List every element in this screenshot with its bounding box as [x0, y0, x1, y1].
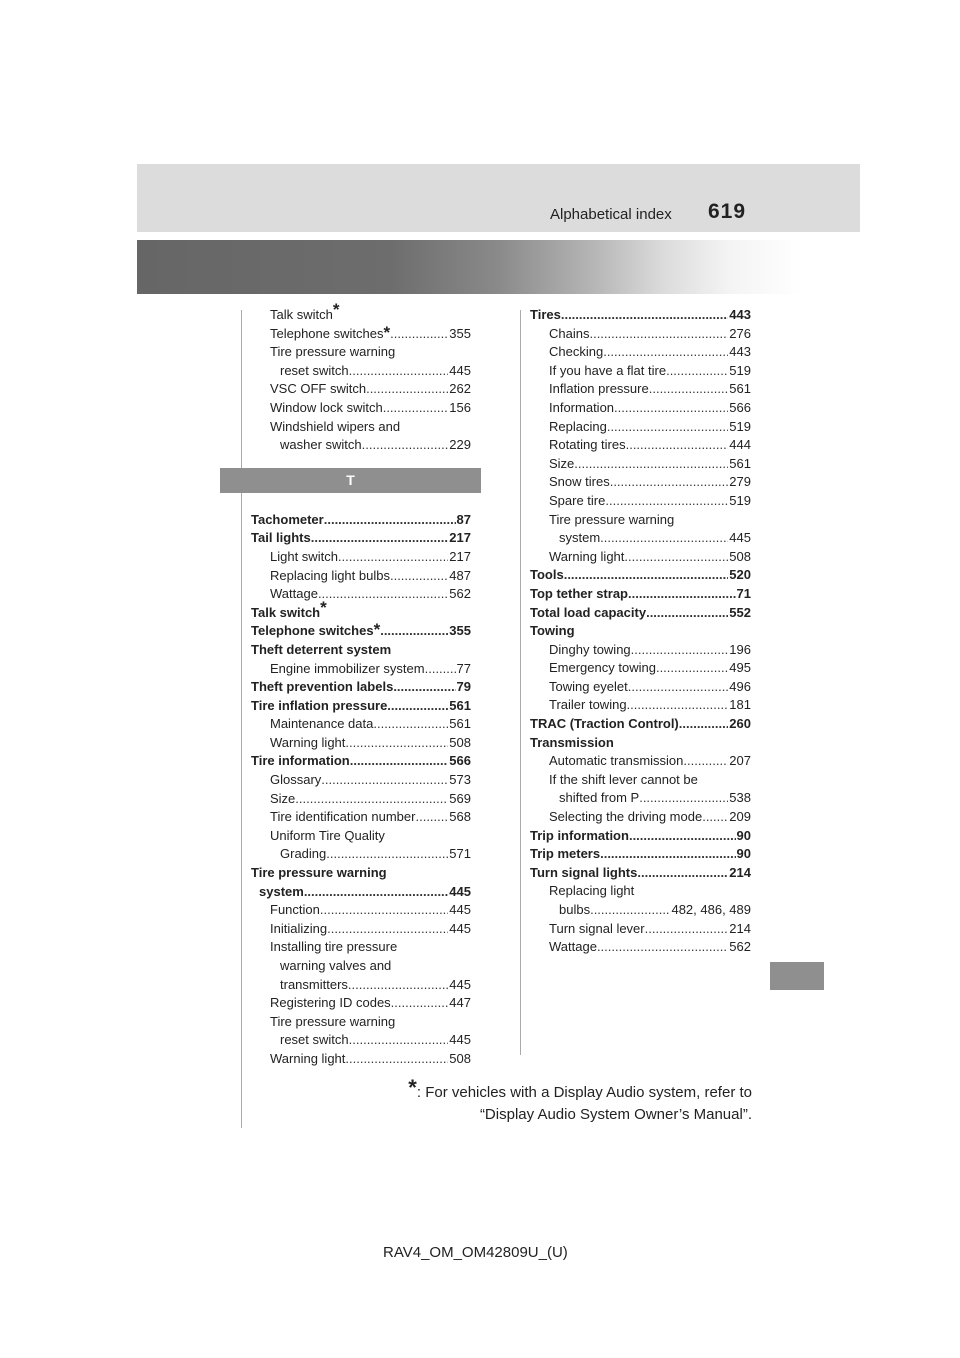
index-entry: [251, 597, 471, 623]
index-entry: [530, 418, 751, 437]
index-entry: [251, 1013, 471, 1032]
entry-page-number: 561: [449, 697, 471, 713]
dot-leader: [350, 752, 449, 771]
index-entry: [251, 585, 471, 604]
index-entry: [251, 399, 471, 418]
entry-page-number: 79: [456, 679, 471, 695]
entry-label: reset switch: [280, 362, 349, 378]
dot-leader: [387, 697, 448, 716]
dot-leader: [683, 752, 728, 771]
entry-page-number: 561: [729, 381, 751, 397]
entry-page-number: 196: [729, 641, 751, 657]
index-entry: [530, 343, 751, 362]
index-entry: [530, 529, 751, 548]
entry-label: Top tether strap: [530, 585, 628, 601]
entry-page-number: 538: [729, 790, 751, 806]
dot-leader: [628, 585, 736, 604]
index-entry: [251, 771, 471, 790]
index-entry: [530, 938, 751, 957]
entry-label: Telephone switches: [251, 623, 374, 639]
dot-leader: [380, 622, 448, 641]
entry-page-number: 90: [736, 846, 751, 862]
index-entry: [251, 752, 471, 771]
entry-page-number: 569: [449, 790, 471, 806]
entry-label: Tire pressure warning: [549, 511, 675, 527]
entry-label: Towing: [530, 623, 575, 639]
entry-label: Trailer towing: [549, 697, 627, 713]
index-entry: [251, 715, 471, 734]
asterisk-mark: *: [332, 300, 340, 319]
dot-leader: [597, 938, 728, 957]
index-entry: [251, 1031, 471, 1050]
header-band: [137, 164, 860, 232]
index-entry: [530, 659, 751, 678]
index-entry: [251, 920, 471, 939]
dot-leader: [362, 436, 449, 455]
index-entry: [251, 529, 471, 548]
dot-leader: [631, 641, 729, 660]
index-entry: [530, 325, 751, 344]
index-entry: [530, 380, 751, 399]
entry-label: Uniform Tire Quality: [270, 827, 385, 843]
entry-page-number: 71: [736, 585, 751, 601]
index-entry: [530, 604, 751, 623]
index-entry: [251, 678, 471, 697]
index-entry: [530, 845, 751, 864]
entry-label: Warning light: [270, 1050, 346, 1066]
index-entry: [251, 660, 471, 679]
entry-label: warning valves and: [280, 958, 392, 973]
entry-label: If the shift lever cannot be: [549, 771, 698, 787]
entry-label: Replacing light bulbs: [270, 567, 390, 583]
index-entry: [530, 585, 751, 604]
left-margin-rule: [241, 310, 242, 1128]
entry-page-number: 279: [729, 474, 751, 490]
entry-label: Selecting the driving mode: [549, 809, 703, 825]
column-divider-rule: [520, 310, 521, 1055]
entry-page-number: 519: [729, 418, 751, 434]
index-entry: [251, 734, 471, 753]
index-entry: [251, 362, 471, 381]
dot-leader: [590, 901, 670, 920]
entry-page-number: 444: [729, 437, 751, 453]
entry-page-number: 207: [729, 753, 751, 769]
entry-page-number: 445: [449, 902, 471, 918]
index-entry: [530, 306, 751, 325]
section-header-T: T: [220, 468, 481, 493]
entry-page-number: 445: [449, 976, 471, 992]
dot-leader: [390, 567, 448, 586]
index-entry: [251, 827, 471, 846]
dot-leader: [600, 529, 728, 548]
entry-label: Turn signal lever: [549, 920, 645, 936]
index-entry: [530, 734, 751, 753]
index-entry: [251, 883, 471, 902]
entry-page-number: 573: [449, 772, 471, 788]
index-entry: [251, 864, 471, 883]
footnote-line-2: “Display Audio System Owner’s Manual”.: [479, 1106, 752, 1123]
entry-page-number: 562: [449, 586, 471, 602]
entry-page-number: 217: [449, 548, 471, 564]
index-entry: [530, 455, 751, 474]
dot-leader: [393, 678, 455, 697]
dot-leader: [383, 399, 449, 418]
entry-label: Wattage: [549, 939, 597, 955]
dot-leader: [425, 660, 456, 679]
asterisk-mark: *: [320, 597, 327, 617]
index-entry: [251, 418, 471, 437]
dot-leader: [366, 380, 448, 399]
entry-label: Tire pressure warning: [270, 344, 396, 360]
entry-page-number: 482, 486, 489: [671, 902, 751, 917]
dot-leader: [624, 548, 728, 567]
entry-label: TRAC (Traction Control): [530, 716, 679, 732]
index-entry: [251, 938, 471, 957]
dot-leader: [295, 790, 448, 809]
entry-page-number: 229: [449, 437, 471, 453]
dot-leader: [327, 920, 448, 939]
index-entry: [251, 567, 471, 586]
index-entry: [251, 976, 471, 995]
entry-page-number: 214: [729, 864, 751, 880]
index-entry: [251, 548, 471, 567]
entry-page-number: 566: [729, 399, 751, 415]
footnote-line-1: *: For vehicles with a Display Audio system, refer to: [408, 1075, 752, 1101]
entry-label: Tools: [530, 567, 564, 583]
entry-label: Tire inflation pressure: [251, 697, 388, 713]
dot-leader: [391, 994, 449, 1013]
entry-label: transmitters: [280, 976, 348, 992]
dot-leader: [321, 771, 448, 790]
entry-label: Talk switch: [270, 307, 333, 322]
index-entry: [530, 436, 751, 455]
entry-label: Theft deterrent system: [251, 641, 392, 657]
section-tab-marker: [770, 962, 824, 990]
index-entry: [530, 901, 751, 920]
entry-page-number: 519: [729, 362, 751, 378]
dot-leader: [614, 399, 728, 418]
dot-leader: [345, 734, 448, 753]
entry-label: VSC OFF switch: [270, 381, 367, 397]
index-entry: [530, 882, 751, 901]
entry-label: Installing tire pressure: [270, 939, 398, 955]
index-column-left: [251, 300, 471, 1069]
entry-label: Replacing: [549, 418, 607, 434]
entry-label: washer switch: [280, 437, 362, 453]
entry-label: Tail lights: [251, 530, 311, 546]
entry-page-number: 552: [729, 604, 751, 620]
header-title: Alphabetical index: [550, 206, 672, 223]
dot-leader: [561, 306, 728, 325]
index-entry: [530, 548, 751, 567]
index-entry: [251, 436, 471, 455]
entry-page-number: 181: [729, 697, 751, 713]
index-entry: [530, 641, 751, 660]
entry-label: Tire identification number: [270, 809, 416, 825]
dot-leader: [564, 566, 729, 585]
section-T-entries-continued: [530, 306, 751, 957]
entry-label: Maintenance data: [270, 716, 374, 732]
index-entry: [251, 300, 471, 325]
continued-entries: [251, 300, 471, 455]
entry-label: Spare tire: [549, 492, 606, 508]
dot-leader: [415, 808, 448, 827]
entry-label: Theft prevention labels: [251, 679, 394, 695]
entry-label: system: [259, 883, 304, 899]
index-entry: Telephone switches * ..... 355: [251, 325, 471, 344]
entry-label: Windshield wipers and: [270, 418, 401, 434]
index-entry: [530, 789, 751, 808]
index-entry: [251, 790, 471, 809]
entry-page-number: 276: [729, 325, 751, 341]
dot-leader: [637, 864, 728, 883]
index-entry: [530, 566, 751, 585]
entry-label: Emergency towing: [549, 660, 656, 676]
index-entry: [251, 957, 471, 976]
index-entry: [530, 715, 751, 734]
entry-label: Snow tires: [549, 474, 610, 490]
index-entry: [530, 808, 751, 827]
entry-label: Wattage: [270, 586, 318, 602]
entry-label: Warning light: [549, 548, 625, 564]
dot-leader: [349, 362, 449, 381]
entry-label: Transmission: [530, 734, 614, 750]
dot-leader: [345, 1050, 448, 1069]
entry-page-number: 445: [449, 920, 471, 936]
dot-leader: [320, 901, 448, 920]
index-entry: [530, 696, 751, 715]
index-entry: [251, 994, 471, 1013]
entry-label: reset switch: [280, 1032, 349, 1048]
entry-label: Inflation pressure: [549, 381, 649, 397]
dot-leader: [324, 511, 456, 530]
dot-leader: [349, 1031, 449, 1050]
entry-label: Tachometer: [251, 511, 324, 527]
index-column-right: [530, 306, 751, 957]
document-code: RAV4_OM_OM42809U_(U): [383, 1244, 568, 1261]
page-number: 619: [708, 200, 747, 223]
index-entry: [251, 1050, 471, 1069]
footnote-star: *: [408, 1075, 417, 1100]
dot-leader: [373, 715, 448, 734]
index-entry: [251, 845, 471, 864]
entry-page-number: 495: [729, 660, 751, 676]
entry-page-number: 508: [729, 548, 751, 564]
entry-label: shifted from P: [559, 790, 640, 806]
dot-leader: [645, 920, 729, 939]
entry-label: Dinghy towing: [549, 641, 631, 657]
index-entry: [530, 827, 751, 846]
dot-leader: [629, 827, 736, 846]
entry-label: Replacing light: [549, 883, 635, 899]
header-gradient-bar: [137, 240, 860, 294]
dot-leader: [666, 362, 728, 381]
entry-label: Window lock switch: [270, 399, 383, 415]
entry-label: Function: [270, 902, 320, 918]
dot-leader: [649, 380, 729, 399]
entry-page-number: 355: [449, 325, 471, 341]
index-entry: [530, 752, 751, 771]
entry-page-number: 571: [449, 846, 471, 862]
entry-label: bulbs: [559, 902, 591, 917]
dot-leader: [702, 808, 728, 827]
entry-label: Trip meters: [530, 846, 601, 862]
entry-label: Information: [549, 399, 615, 415]
entry-label: Tire pressure warning: [251, 865, 387, 881]
dot-leader: [574, 455, 728, 474]
index-entry: [530, 473, 751, 492]
entry-page-number: 562: [729, 939, 751, 955]
entry-label: Size: [549, 455, 575, 471]
entry-page-number: 355: [449, 623, 471, 639]
dot-leader: [627, 696, 729, 715]
dot-leader: [390, 325, 448, 344]
dot-leader: [600, 845, 735, 864]
entry-page-number: 443: [729, 344, 751, 360]
index-entry: [530, 771, 751, 790]
dot-leader: [626, 436, 729, 455]
entry-label: Telephone switches: [270, 325, 384, 341]
index-entry: [530, 622, 751, 641]
entry-label: system: [559, 530, 601, 546]
index-entry: [251, 343, 471, 362]
dot-leader: [326, 845, 448, 864]
entry-page-number: 260: [729, 716, 751, 732]
entry-page-number: 445: [729, 530, 751, 546]
index-entry: [530, 492, 751, 511]
entry-page-number: 519: [729, 492, 751, 508]
entry-page-number: 508: [449, 1050, 471, 1066]
entry-label: Chains: [549, 325, 590, 341]
index-entry: [530, 864, 751, 883]
entry-label: Checking: [549, 344, 604, 360]
entry-label: Trip information: [530, 827, 629, 843]
entry-label: Talk switch: [251, 604, 321, 620]
entry-label: Glossary: [270, 772, 322, 788]
entry-label: Initializing: [270, 920, 328, 936]
entry-label: Tires: [530, 307, 561, 322]
index-entry: [251, 380, 471, 399]
entry-label: Towing eyelet: [549, 678, 628, 694]
index-entry: [530, 399, 751, 418]
dot-leader: [338, 548, 448, 567]
index-entry: [530, 511, 751, 530]
entry-label: If you have a flat tire: [549, 362, 667, 378]
dot-leader: [679, 715, 729, 734]
entry-page-number: 443: [729, 307, 751, 322]
entry-page-number: 209: [729, 809, 751, 825]
dot-leader: [605, 492, 728, 511]
entry-page-number: 496: [729, 678, 751, 694]
entry-page-number: 447: [449, 995, 471, 1011]
entry-page-number: 508: [449, 734, 471, 750]
entry-page-number: 487: [449, 567, 471, 583]
footnote: [380, 1075, 752, 1126]
entry-label: Rotating tires: [549, 437, 626, 453]
entry-label: Tire information: [251, 753, 350, 769]
entry-label: Engine immobilizer system: [270, 660, 425, 676]
entry-page-number: 217: [449, 530, 471, 546]
entry-label: Grading: [280, 846, 327, 862]
entry-label: Tire pressure warning: [270, 1013, 396, 1029]
entry-page-number: 445: [449, 1032, 471, 1048]
entry-page-number: 445: [449, 362, 471, 378]
entry-page-number: 568: [449, 809, 471, 825]
dot-leader: [311, 529, 449, 548]
entry-label: Turn signal lights: [530, 864, 638, 880]
entry-page-number: 87: [456, 511, 471, 527]
dot-leader: [607, 418, 728, 437]
entry-page-number: 156: [449, 399, 471, 415]
index-entry: Telephone switches * ..... 355: [251, 622, 471, 641]
entry-label: Size: [270, 790, 296, 806]
entry-page-number: 561: [449, 716, 471, 732]
dot-leader: [304, 883, 448, 902]
entry-label: Total load capacity: [530, 604, 647, 620]
entry-page-number: 77: [456, 660, 471, 676]
dot-leader: [348, 976, 448, 995]
entry-page-number: 566: [449, 753, 471, 769]
entry-page-number: 262: [449, 381, 471, 397]
dot-leader: [589, 325, 728, 344]
dot-leader: [656, 659, 728, 678]
entry-page-number: 561: [729, 455, 751, 471]
index-entry: [251, 511, 471, 530]
entry-label: Light switch: [270, 548, 338, 564]
dot-leader: [610, 473, 729, 492]
index-entry: [530, 362, 751, 381]
entry-page-number: 445: [449, 883, 471, 899]
section-T-entries: [251, 511, 471, 1069]
index-entry: [251, 808, 471, 827]
dot-leader: [628, 678, 729, 697]
entry-page-number: 90: [736, 827, 751, 843]
entry-page-number: 214: [729, 920, 751, 936]
index-entry: [251, 697, 471, 716]
entry-page-number: 520: [729, 567, 751, 583]
index-entry: [530, 678, 751, 697]
dot-leader: [318, 585, 448, 604]
dot-leader: [639, 789, 728, 808]
index-entry: [251, 901, 471, 920]
index-entry: [530, 920, 751, 939]
dot-leader: [646, 604, 728, 623]
entry-label: Automatic transmission: [549, 753, 684, 769]
dot-leader: [603, 343, 728, 362]
entry-label: Warning light: [270, 734, 346, 750]
entry-label: Registering ID codes: [270, 995, 391, 1011]
index-entry: [251, 641, 471, 660]
